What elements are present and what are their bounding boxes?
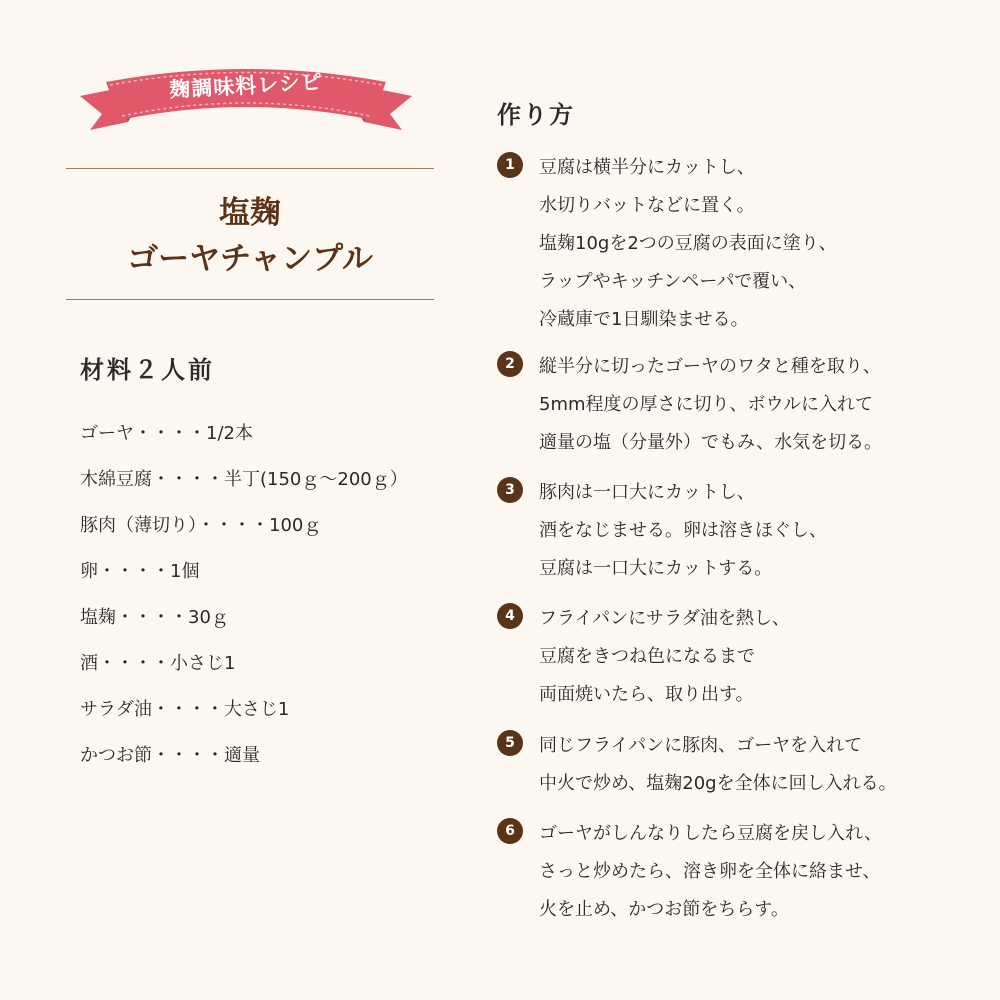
step-number-badge: 2	[497, 351, 523, 377]
step-text	[539, 474, 827, 588]
step-line: 適量の塩（分量外）でもみ、水気を切る。	[539, 432, 883, 453]
step-line: 5mm程度の厚さに切り、ボウルに入れて	[539, 394, 873, 415]
title-rule-top	[66, 168, 434, 169]
step-line: 縦半分に切ったゴーヤのワタと種を取り、	[539, 356, 881, 377]
step-line: 中火で炒め、塩麹20gを全体に回し入れる。	[539, 773, 897, 794]
step-line: 豆腐をきつね色になるまで	[539, 646, 755, 667]
step-text	[539, 600, 790, 714]
step-line: 火を止め、かつお節をちらす。	[539, 899, 789, 920]
ingredient-item: サラダ油・・・・大さじ1	[80, 699, 290, 720]
step-line: 水切りバットなどに置く。	[539, 195, 755, 216]
step-text	[539, 149, 837, 339]
step-line: 冷蔵庫で1日馴染ませる。	[539, 309, 749, 330]
recipe-title-line1: 塩麹	[219, 195, 281, 231]
steps-heading: 作り方	[497, 101, 575, 129]
step-line: 両面焼いたら、取り出す。	[539, 684, 754, 705]
step-number-badge: 3	[497, 477, 523, 503]
ingredients-heading: 材料２人前	[80, 356, 215, 384]
ingredient-item: 木綿豆腐・・・・半丁(150ｇ〜200ｇ）	[80, 469, 408, 490]
step-line: フライパンにサラダ油を熱し、	[539, 608, 790, 629]
step-number-badge: 6	[497, 818, 523, 844]
step-line: 塩麹10gを2つの豆腐の表面に塗り、	[539, 233, 837, 254]
step-number-badge: 5	[497, 730, 523, 756]
step-number-badge: 4	[497, 603, 523, 629]
ingredient-item: 塩麹・・・・30ｇ	[80, 607, 229, 628]
step-line: 酒をなじませる。卵は溶きほぐし、	[539, 520, 827, 541]
step-text	[539, 348, 882, 462]
ingredient-item: 酒・・・・小さじ1	[80, 653, 236, 674]
ingredients-list	[80, 420, 408, 788]
ingredient-item: 卵・・・・1個	[80, 561, 200, 582]
title-rule-bottom	[66, 299, 434, 300]
step-line: 豆腐は横半分にカットし、	[539, 157, 755, 178]
step-line: 同じフライパンに豚肉、ゴーヤを入れて	[539, 735, 863, 756]
step-line: 豚肉は一口大にカットし、	[539, 482, 755, 503]
ingredient-item: ゴーヤ・・・・1/2本	[80, 423, 253, 444]
step-line: ラップやキッチンペーパで覆い、	[539, 271, 807, 292]
recipe-title-line2: ゴーヤチャンプル	[127, 241, 373, 277]
step-line: ゴーヤがしんなりしたら豆腐を戻し入れ、	[539, 823, 883, 844]
banner-label: 麹調味料レシピ	[168, 69, 324, 102]
step-line: 豆腐は一口大にカットする。	[539, 558, 773, 579]
step-text	[539, 727, 897, 803]
step-line: さっと炒めたら、溶き卵を全体に絡ませ、	[539, 861, 881, 882]
ingredient-item: かつお節・・・・適量	[80, 745, 260, 766]
step-text	[539, 815, 882, 929]
recipe-banner	[76, 56, 416, 138]
ingredient-item: 豚肉（薄切り）・・・・100ｇ	[80, 515, 322, 536]
step-number-badge: 1	[497, 152, 523, 178]
